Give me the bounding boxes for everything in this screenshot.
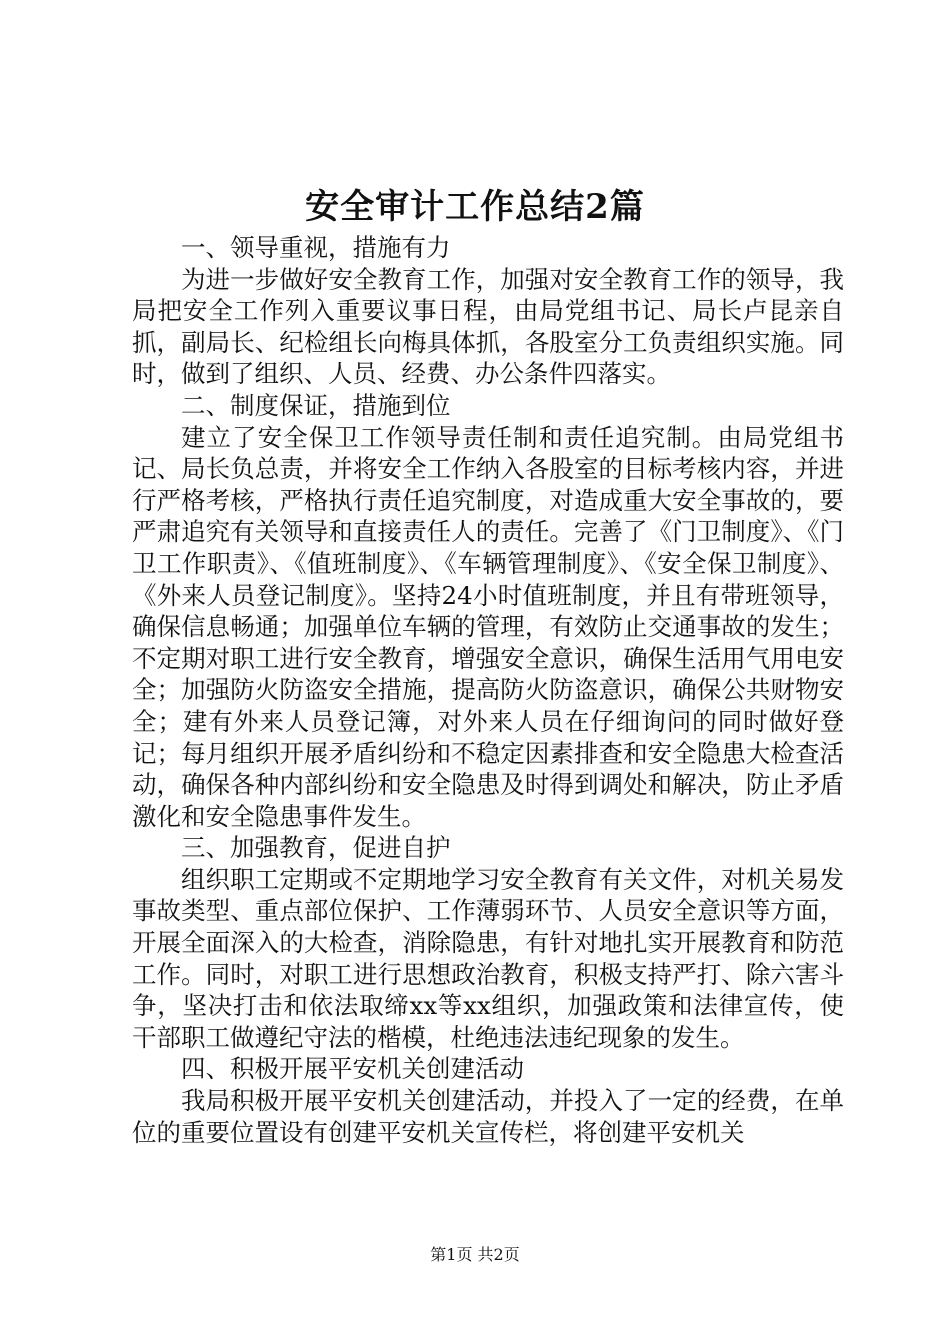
document-body — [132, 232, 844, 1148]
paragraph-1: 为进一步做好安全教育工作，加强对安全教育工作的领导，我局把安全工作列入重要议事日程，由局党组书记、局长卢昆亲自抓，副局长、纪检组长向梅具体抓，各股室分工负责组织实施。同时，做到了组织、人员、经费、办公条件四落实。 — [132, 264, 844, 389]
paragraph-2: 建立了安全保卫工作领导责任制和责任追究制。由局党组书记、局长负总责，并将安全工作纳入各股室的目标考核内容，并进行严格考核，严格执行责任追究制度，对造成重大安全事故的，要严肃追究有关领导和直接责任人的责任。完善了《门卫制度》、《门卫工作职责》、《值班制度》、《车辆管理制度》、《安全保卫制度》、《外来人员登记制度》。坚持24小时值班制度，并且有带班领导，确保信息畅通；加强单位车辆的管理，有效防止交通事故的发生；不定期对职工进行安全教育，增强安全意识，确保生活用气用电安全；加强防火防盗安全措施，提高防火防盗意识，确保公共财物安全；建有外来人员登记簿，对外来人员在仔细询问的同时做好登记；每月组织开展矛盾纠纷和不稳定因素排查和安全隐患大检查活动，确保各种内部纠纷和安全隐患及时得到调处和解决，防止矛盾激化和安全隐患事件发生。 — [132, 422, 844, 831]
section-heading-1: 一、领导重视，措施有力 — [181, 233, 451, 262]
page-number-footer: 第1页 共2页 — [430, 1245, 520, 1264]
paragraph-4: 我局积极开展平安机关创建活动，并投入了一定的经费，在单位的重要位置设有创建平安机关宣传栏，将创建平安机关 — [132, 1086, 844, 1147]
section-heading-4: 四、积极开展平安机关创建活动 — [181, 1054, 524, 1084]
section-heading-2: 二、制度保证，措施到位 — [181, 390, 451, 420]
section-heading-3: 三、加强教育，促进自护 — [181, 833, 451, 863]
paragraph-3: 组织职工定期或不定期地学习安全教育有关文件，对机关易发事故类型、重点部位保护、工作薄弱环节、人员安全意识等方面，开展全面深入的大检查，消除隐患，有针对地扎实开展教育和防范工作。同时，对职工进行思想政治教育，积极支持严打、除六害斗争，坚决打击和依法取缔xx等xx组织，加强政策和法律宣传，使干部职工做遵纪守法的楷模，杜绝违法违纪现象的发生。 — [132, 864, 844, 1052]
document-title: 安全审计工作总结2篇 — [305, 187, 645, 227]
